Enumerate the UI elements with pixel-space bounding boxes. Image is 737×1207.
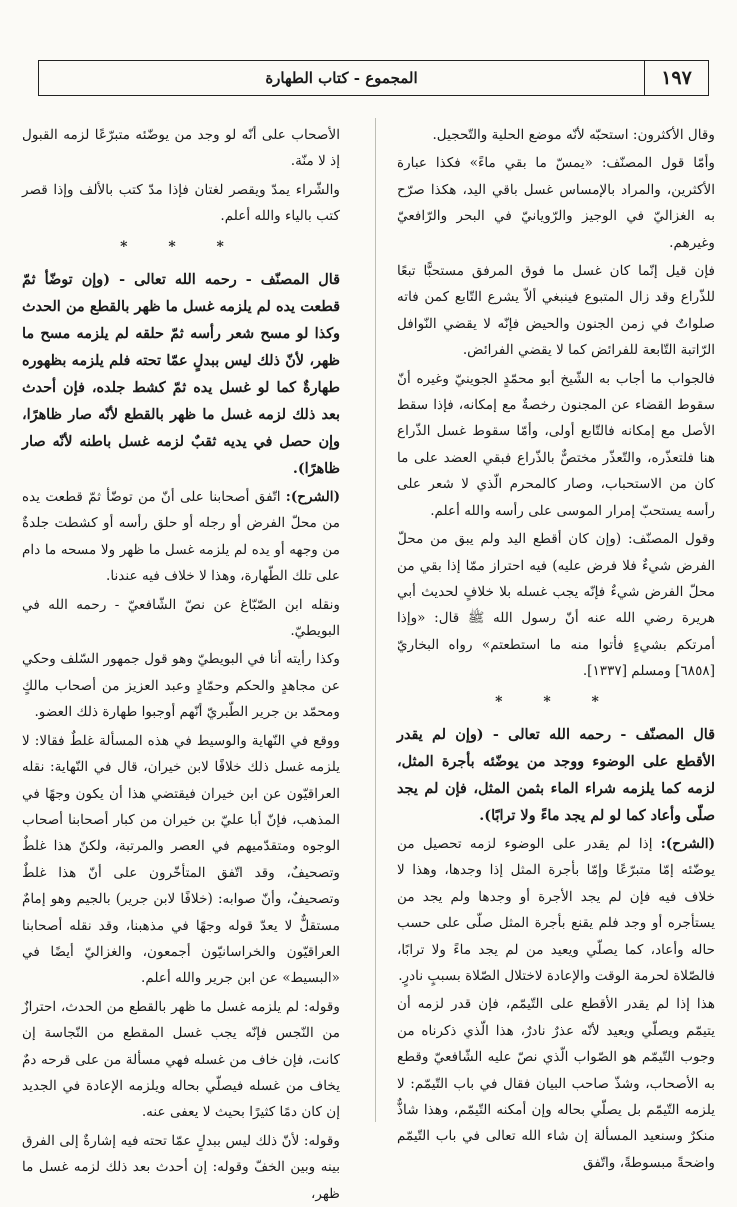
sharh-label: (الشرح): [660,835,715,852]
paragraph: وقوله: لأنّ ذلك ليس ببدلٍ عمّا تحته فيه إشارةٌ إلى الفرق بينه وبين الخفّ وقوله: إن أحدث بعد ذلك لزمه غسل ما ظهر، [22,1132,340,1202]
left-column [22,122,340,1202]
page-number: ١٩٧ [644,61,708,95]
running-title: المجموع - كتاب الطهارة [265,69,418,87]
paragraph: وقول المصنّف: (وإن كان أقطع اليد ولم يبق من محلّ الفرض شيءٌ فلا فرض عليه) فيه احتراز ممّا إذا بقي من محلّ الفرض شيءٌ فإنّه يجب غسله بلا خلافٍ لحديث أبي هريرة رضي الله عنه أنّ رسول الله ﷺ قال: «وإذا أمرتكم بشيءٍ فأتوا منه ما استطعتم» رواه البخاريّ [٦٨٥٨] ومسلم [١٣٣٧]. [397,531,715,680]
section-separator: * * * [120,238,242,255]
paragraph: والشّراء يمدّ ويقصر لغتان فإذا مدّ كتب بالألف وإذا قصر كتب بالياء والله أعلم. [22,181,340,225]
paragraph: فإن قيل إنّما كان غسل ما فوق المرفق مستحبًّا تبعًا للذّراع وقد زال المتبوع فينبغي ألاّ يشرع التّابع كمن فاته صلواتٌ في زمن الجنون والحيض فإنّه لا يقضي النّوافل الرّاتبة التّابعة للفرائض كما لا يقضي الفرائض. [397,263,715,359]
commentary-paragraph [22,484,340,590]
section-separator: * * * [495,693,617,710]
right-column [397,122,715,1171]
column-divider [375,118,376,1122]
paragraph: وكذا رأيته أنا في البويطيّ وهو قول جمهور السّلف وحكي عن مجاهدٍ والحكم وحمّادٍ وعبد العزيز من أصحاب مالكٍ ومحمّد بن جرير الطّبريّ أنّهم أوجبوا طهارة ذلك العضو. [22,651,340,721]
author-quote: قال المصنّف - رحمه الله تعالى - (وإن لم يقدر الأقطع على الوضوء ووجد من يوضّئه بأجرة المثل، لزمه كما يلزمه شراء الماء بثمن المثل، فإن لم يجد صلّى وأعاد كما لو لم يجد ماءً ولا ترابًا). [397,725,715,824]
paragraph: وقوله: لم يلزمه غسل ما ظهر بالقطع من الحدث، احترازٌ من النّجس فإنّه يجب غسل المقطع من النّجاسة إن كانت، فإن خاف من غسله فهي مسألة من على قرحه دمٌ يخاف من غسله فيصلّي بحاله ويلزمه الإعادة في الجديد إن كان دمًا كثيرًا بحيث لا يعفى عنه. [22,998,340,1121]
commentary-paragraph [397,831,715,989]
paragraph: هذا إذا لم يقدر الأقطع على التّيمّم، فإن قدر لزمه أن يتيمّم ويصلّي ويعيد لأنّه عذرٌ نادرٌ، هذا الّذي ذكرناه من وجوب التّيمّم هو الصّواب الّذي نصّ عليه الشّافعيّ وقطع به الأصحاب، وشذّ صاحب البيان فقال في باب التّيمّم: لا يلزمه التّيمّم بل يصلّي بحاله وإن أمكنه التّيمّم، وهذا شاذٌّ منكرٌ وسنعيد المسألة إن شاء الله تعالى في باب التّيمّم واضحةً مبسوطةً، واتّفق [397,996,715,1171]
paragraph: فالجواب ما أجاب به الشّيخ أبو محمّدٍ الجوينيّ وغيره أنّ سقوط القضاء عن المجنون رخصةٌ مع إمكانه، فإذا سقط الأصل مع إمكانه فالتّابع أولى، وأمّا سقوط غسل الذّراع هنا فلتعذّره، والتّعذّر مختصٌّ بالذّراع فبقي العضد على ما كان من الاستحباب، وصار كالمحرم الّذي لا شعر على رأسه يستحبّ إمرار الموسى على رأسه والله أعلم. [397,370,715,519]
author-quote: قال المصنّف - رحمه الله تعالى - (وإن توضّأ ثمّ قطعت يده لم يلزمه غسل ما ظهر بالقطع من الحدث وكذا لو مسح شعر رأسه ثمّ حلقه لم يلزمه مسح ما ظهر، لأنّ ذلك ليس ببدلٍ عمّا تحته فلم يلزمه بظهوره طهارةٌ كما لو غسل يده ثمّ كشط جلده، فإن أحدث بعد ذلك لزمه غسل ما ظهر بالقطع لأنّه صار ظاهرًا، وإن حصل في يديه ثقبٌ لزمه غسل باطنه لأنّه صار ظاهرًا). [22,271,340,478]
commentary-text: إذا لم يقدر على الوضوء لزمه تحصيل من يوضّئه إمّا متبرّعًا وإمّا بأجرة المثل إذا وجدها، وهذا لا خلاف فيه فإن لم يجد الأجرة أو وجدها ولم يجد من يستأجره أو وجد فلم يقنع بأجرة المثل صلّى على حسب حاله وأعاد، كما يصلّي ويعيد من لم يجد ماءً ولا ترابًا، فالصّلاة لحرمة الوقت والإعادة لاختلال الصّلاة بسببٍ نادرٍ. [397,835,715,984]
paragraph: ونقله ابن الصّبّاغ عن نصّ الشّافعيّ - رحمه الله في البويطيّ. [22,596,340,640]
paragraph: ووقع في النّهاية والوسيط في هذه المسألة غلطٌ فقالا: لا يلزمه غسل ذلك خلافًا لابن خيران، قال في النّهاية: نقله العراقيّون عن ابن خيران فيقتضي هذا أن يكون وجهًا في المذهب، فإنّ أبا عليّ بن خيران من كبار أصحابنا أصحاب الوجوه ومتقدّميهم في العصر والمرتبة، ولكنّ هذا غلطٌ وتصحيفٌ، وقد اتّفق المتأخّرون على أنّ هذا غلطٌ وتصحيفٌ، وأنّ صوابه: (خلافًا لابن جرير) بالجيم وهو إمامٌ مستقلٌّ لا يعدّ قوله وجهًا في مذهبنا، وقد نقله أصحابنا العراقيّون والخراسانيّون أجمعون، والغزاليّ أيضًا في «البسيط» عن ابن جرير والله أعلم. [22,732,340,987]
sharh-label: (الشرح): [285,489,340,506]
paragraph: وقال الأكثرون: استحبّه لأنّه موضع الحلية والتّحجيل. [432,127,715,143]
paragraph: الأصحاب على أنّه لو وجد من يوضّئه متبرّعًا لزمه القبول إذ لا منّة. [22,127,340,170]
commentary-text: اتّفق أصحابنا على أنّ من توضّأ ثمّ قطعت يده من محلّ الفرض أو رجله أو حلق رأسه أو كشطت جلدةٌ من وجهه أو يده لم يلزمه غسل ما ظهر ولا مسحه ما دام على تلك الطّهارة، وهذا لا خلاف فيه عندنا. [22,489,340,585]
paragraph: وأمّا قول المصنّف: «يمسّ ما بقي ماءً» فكذا عبارة الأكثرين، والمراد بالإمساس غسل باقي اليد، هكذا صرّح به الغزاليّ في الوجيز والرّويانيّ في البحر والرّافعيّ وغيرهم. [397,155,715,251]
page-header [38,60,709,96]
